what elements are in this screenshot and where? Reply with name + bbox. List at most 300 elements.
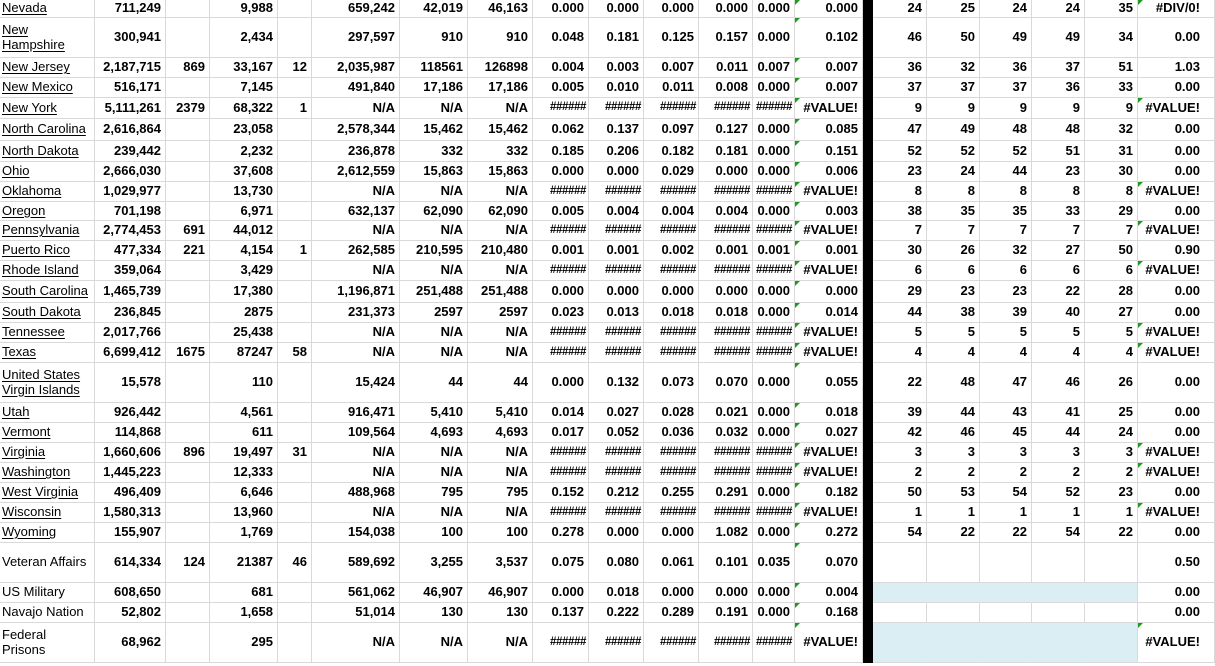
cell[interactable]: [873, 443, 927, 463]
cell[interactable]: [312, 343, 400, 363]
cell[interactable]: [873, 141, 927, 162]
cell[interactable]: [1085, 182, 1138, 202]
cell[interactable]: [312, 182, 400, 202]
cell[interactable]: [699, 443, 753, 463]
cell[interactable]: [795, 303, 863, 323]
freeze-pane-divider[interactable]: [863, 503, 873, 523]
cell[interactable]: [927, 443, 980, 463]
cell[interactable]: [210, 0, 278, 18]
cell[interactable]: [589, 363, 644, 403]
cell[interactable]: [278, 18, 312, 58]
state-cell[interactable]: [0, 162, 95, 182]
cell[interactable]: [927, 18, 980, 58]
cell[interactable]: [1085, 483, 1138, 503]
cell[interactable]: [927, 463, 980, 483]
cell[interactable]: [468, 98, 533, 119]
cell[interactable]: [533, 443, 589, 463]
cell[interactable]: [166, 583, 210, 603]
cell[interactable]: [400, 281, 468, 303]
cell[interactable]: [312, 18, 400, 58]
cell[interactable]: [468, 303, 533, 323]
cell[interactable]: [795, 423, 863, 443]
cell[interactable]: [95, 141, 166, 162]
cell[interactable]: [873, 603, 927, 623]
cell[interactable]: [210, 281, 278, 303]
cell[interactable]: [873, 202, 927, 221]
cell[interactable]: [795, 523, 863, 543]
cell[interactable]: [927, 483, 980, 503]
cell[interactable]: [278, 141, 312, 162]
freeze-pane-divider[interactable]: [863, 58, 873, 78]
cell[interactable]: [533, 281, 589, 303]
freeze-pane-divider[interactable]: [863, 98, 873, 119]
cell[interactable]: [1085, 221, 1138, 241]
cell[interactable]: [873, 543, 927, 583]
cell[interactable]: [753, 363, 795, 403]
freeze-pane-divider[interactable]: [863, 583, 873, 603]
cell[interactable]: [1138, 221, 1215, 241]
cell[interactable]: [753, 182, 795, 202]
cell[interactable]: [210, 162, 278, 182]
cell[interactable]: [95, 281, 166, 303]
cell[interactable]: [312, 483, 400, 503]
cell[interactable]: [278, 261, 312, 281]
cell[interactable]: [166, 221, 210, 241]
cell[interactable]: [533, 119, 589, 141]
cell[interactable]: [95, 119, 166, 141]
cell[interactable]: [1085, 281, 1138, 303]
cell[interactable]: [873, 162, 927, 182]
cell[interactable]: [210, 141, 278, 162]
cell[interactable]: [533, 18, 589, 58]
cell[interactable]: [795, 241, 863, 261]
cell[interactable]: [1032, 202, 1085, 221]
cell[interactable]: [400, 483, 468, 503]
cell[interactable]: [278, 363, 312, 403]
cell[interactable]: [400, 182, 468, 202]
cell[interactable]: [699, 182, 753, 202]
cell[interactable]: [210, 623, 278, 663]
cell[interactable]: [873, 303, 927, 323]
cell[interactable]: [468, 443, 533, 463]
cell[interactable]: [210, 363, 278, 403]
cell[interactable]: [166, 58, 210, 78]
cell[interactable]: [1138, 343, 1215, 363]
cell[interactable]: [278, 423, 312, 443]
cell[interactable]: [980, 162, 1032, 182]
cell[interactable]: [278, 503, 312, 523]
cell[interactable]: [644, 363, 699, 403]
cell[interactable]: [589, 78, 644, 98]
cell[interactable]: [699, 423, 753, 443]
cell[interactable]: [1085, 323, 1138, 343]
cell[interactable]: [753, 303, 795, 323]
cell[interactable]: [1138, 98, 1215, 119]
cell[interactable]: [753, 443, 795, 463]
cell[interactable]: [644, 221, 699, 241]
cell[interactable]: [589, 241, 644, 261]
cell[interactable]: [166, 18, 210, 58]
state-cell[interactable]: [0, 281, 95, 303]
cell[interactable]: [795, 162, 863, 182]
cell[interactable]: [533, 141, 589, 162]
cell[interactable]: [873, 323, 927, 343]
cell[interactable]: [468, 323, 533, 343]
cell[interactable]: [400, 98, 468, 119]
cell[interactable]: [210, 483, 278, 503]
freeze-pane-divider[interactable]: [863, 463, 873, 483]
cell[interactable]: [278, 583, 312, 603]
freeze-pane-divider[interactable]: [863, 241, 873, 261]
cell[interactable]: [400, 323, 468, 343]
cell[interactable]: [753, 403, 795, 423]
cell[interactable]: [312, 303, 400, 323]
cell[interactable]: [1138, 303, 1215, 323]
cell[interactable]: [927, 403, 980, 423]
cell[interactable]: [927, 261, 980, 281]
cell[interactable]: [980, 303, 1032, 323]
cell[interactable]: [753, 623, 795, 663]
cell[interactable]: [210, 119, 278, 141]
freeze-pane-divider[interactable]: [863, 202, 873, 221]
cell[interactable]: [753, 463, 795, 483]
cell[interactable]: [699, 98, 753, 119]
cell[interactable]: [166, 403, 210, 423]
cell[interactable]: [927, 162, 980, 182]
freeze-pane-divider[interactable]: [863, 363, 873, 403]
cell[interactable]: [1138, 503, 1215, 523]
cell[interactable]: [1138, 583, 1215, 603]
cell[interactable]: [166, 0, 210, 18]
cell[interactable]: [873, 343, 927, 363]
cell[interactable]: [533, 182, 589, 202]
cell[interactable]: [644, 18, 699, 58]
cell[interactable]: [644, 98, 699, 119]
cell[interactable]: [95, 202, 166, 221]
cell[interactable]: [980, 503, 1032, 523]
cell[interactable]: [1138, 0, 1215, 18]
cell[interactable]: [1085, 141, 1138, 162]
cell[interactable]: [210, 78, 278, 98]
cell[interactable]: [1085, 623, 1138, 663]
cell[interactable]: [1085, 343, 1138, 363]
cell[interactable]: [644, 623, 699, 663]
cell[interactable]: [927, 603, 980, 623]
cell[interactable]: [699, 503, 753, 523]
cell[interactable]: [312, 261, 400, 281]
cell[interactable]: [468, 202, 533, 221]
cell[interactable]: [873, 423, 927, 443]
cell[interactable]: [644, 543, 699, 583]
cell[interactable]: [312, 583, 400, 603]
freeze-pane-divider[interactable]: [863, 303, 873, 323]
cell[interactable]: [400, 58, 468, 78]
cell[interactable]: [95, 18, 166, 58]
freeze-pane-divider[interactable]: [863, 423, 873, 443]
cell[interactable]: [312, 423, 400, 443]
cell[interactable]: [95, 543, 166, 583]
cell[interactable]: [1032, 261, 1085, 281]
cell[interactable]: [1138, 261, 1215, 281]
cell[interactable]: [980, 603, 1032, 623]
cell[interactable]: [1138, 119, 1215, 141]
cell[interactable]: [95, 0, 166, 18]
cell[interactable]: [927, 119, 980, 141]
cell[interactable]: [533, 603, 589, 623]
freeze-pane-divider[interactable]: [863, 78, 873, 98]
cell[interactable]: [753, 221, 795, 241]
cell[interactable]: [1085, 261, 1138, 281]
cell[interactable]: [278, 241, 312, 261]
cell[interactable]: [1085, 18, 1138, 58]
cell[interactable]: [644, 162, 699, 182]
cell[interactable]: [589, 443, 644, 463]
cell[interactable]: [1085, 503, 1138, 523]
cell[interactable]: [873, 241, 927, 261]
cell[interactable]: [699, 202, 753, 221]
cell[interactable]: [166, 162, 210, 182]
cell[interactable]: [1032, 323, 1085, 343]
cell[interactable]: [980, 202, 1032, 221]
state-cell[interactable]: [0, 58, 95, 78]
cell[interactable]: [95, 221, 166, 241]
cell[interactable]: [980, 363, 1032, 403]
cell[interactable]: [873, 281, 927, 303]
cell[interactable]: [927, 202, 980, 221]
cell[interactable]: [95, 583, 166, 603]
cell[interactable]: [980, 543, 1032, 583]
cell[interactable]: [400, 0, 468, 18]
cell[interactable]: [468, 403, 533, 423]
freeze-pane-divider[interactable]: [863, 182, 873, 202]
cell[interactable]: [873, 483, 927, 503]
cell[interactable]: [1138, 543, 1215, 583]
freeze-pane-divider[interactable]: [863, 261, 873, 281]
cell[interactable]: [589, 221, 644, 241]
cell[interactable]: [533, 78, 589, 98]
cell[interactable]: [468, 261, 533, 281]
cell[interactable]: [166, 202, 210, 221]
cell[interactable]: [166, 523, 210, 543]
cell[interactable]: [312, 623, 400, 663]
cell[interactable]: [980, 241, 1032, 261]
cell[interactable]: [699, 221, 753, 241]
cell[interactable]: [1138, 403, 1215, 423]
cell[interactable]: [312, 281, 400, 303]
freeze-pane-divider[interactable]: [863, 0, 873, 18]
cell[interactable]: [699, 0, 753, 18]
cell[interactable]: [795, 483, 863, 503]
cell[interactable]: [980, 483, 1032, 503]
cell[interactable]: [980, 343, 1032, 363]
cell[interactable]: [166, 98, 210, 119]
freeze-pane-divider[interactable]: [863, 483, 873, 503]
cell[interactable]: [873, 98, 927, 119]
cell[interactable]: [589, 182, 644, 202]
cell[interactable]: [278, 463, 312, 483]
cell[interactable]: [312, 603, 400, 623]
cell[interactable]: [980, 58, 1032, 78]
cell[interactable]: [589, 261, 644, 281]
cell[interactable]: [1085, 463, 1138, 483]
cell[interactable]: [1138, 423, 1215, 443]
cell[interactable]: [1085, 58, 1138, 78]
cell[interactable]: [278, 623, 312, 663]
cell[interactable]: [1032, 18, 1085, 58]
cell[interactable]: [699, 543, 753, 583]
cell[interactable]: [166, 623, 210, 663]
cell[interactable]: [644, 403, 699, 423]
cell[interactable]: [210, 423, 278, 443]
cell[interactable]: [533, 503, 589, 523]
cell[interactable]: [927, 583, 980, 603]
cell[interactable]: [468, 182, 533, 202]
cell[interactable]: [927, 363, 980, 403]
cell[interactable]: [644, 78, 699, 98]
cell[interactable]: [873, 261, 927, 281]
cell[interactable]: [278, 543, 312, 583]
cell[interactable]: [278, 523, 312, 543]
freeze-pane-divider[interactable]: [863, 221, 873, 241]
cell[interactable]: [468, 58, 533, 78]
cell[interactable]: [927, 543, 980, 583]
cell[interactable]: [278, 343, 312, 363]
cell[interactable]: [166, 261, 210, 281]
cell[interactable]: [400, 119, 468, 141]
cell[interactable]: [927, 141, 980, 162]
cell[interactable]: [589, 18, 644, 58]
cell[interactable]: [533, 463, 589, 483]
cell[interactable]: [400, 221, 468, 241]
state-cell[interactable]: [0, 423, 95, 443]
cell[interactable]: [795, 543, 863, 583]
cell[interactable]: [533, 523, 589, 543]
state-cell[interactable]: [0, 182, 95, 202]
cell[interactable]: [278, 162, 312, 182]
cell[interactable]: [753, 119, 795, 141]
cell[interactable]: [980, 141, 1032, 162]
cell[interactable]: [795, 98, 863, 119]
cell[interactable]: [644, 343, 699, 363]
cell[interactable]: [795, 463, 863, 483]
cell[interactable]: [312, 241, 400, 261]
cell[interactable]: [468, 363, 533, 403]
cell[interactable]: [400, 162, 468, 182]
cell[interactable]: [753, 503, 795, 523]
cell[interactable]: [589, 463, 644, 483]
cell[interactable]: [166, 503, 210, 523]
cell[interactable]: [753, 523, 795, 543]
cell[interactable]: [699, 18, 753, 58]
cell[interactable]: [210, 241, 278, 261]
state-cell[interactable]: [0, 221, 95, 241]
cell[interactable]: [533, 162, 589, 182]
cell[interactable]: [873, 363, 927, 403]
cell[interactable]: [980, 323, 1032, 343]
cell[interactable]: [400, 141, 468, 162]
state-cell[interactable]: [0, 119, 95, 141]
cell[interactable]: [210, 503, 278, 523]
cell[interactable]: [1138, 463, 1215, 483]
cell[interactable]: [980, 623, 1032, 663]
freeze-pane-divider[interactable]: [863, 443, 873, 463]
cell[interactable]: [400, 623, 468, 663]
cell[interactable]: [873, 221, 927, 241]
freeze-pane-divider[interactable]: [863, 543, 873, 583]
cell[interactable]: [278, 443, 312, 463]
cell[interactable]: [980, 423, 1032, 443]
state-cell[interactable]: [0, 483, 95, 503]
cell[interactable]: [95, 523, 166, 543]
cell[interactable]: [795, 202, 863, 221]
freeze-pane-divider[interactable]: [863, 18, 873, 58]
cell[interactable]: [753, 18, 795, 58]
cell[interactable]: [644, 463, 699, 483]
cell[interactable]: [468, 141, 533, 162]
cell[interactable]: [1085, 98, 1138, 119]
cell[interactable]: [166, 443, 210, 463]
cell[interactable]: [644, 182, 699, 202]
cell[interactable]: [210, 603, 278, 623]
cell[interactable]: [1032, 119, 1085, 141]
cell[interactable]: [753, 261, 795, 281]
cell[interactable]: [312, 141, 400, 162]
cell[interactable]: [589, 58, 644, 78]
cell[interactable]: [699, 241, 753, 261]
cell[interactable]: [533, 202, 589, 221]
cell[interactable]: [699, 463, 753, 483]
cell[interactable]: [1138, 323, 1215, 343]
cell[interactable]: [1138, 623, 1215, 663]
cell[interactable]: [795, 583, 863, 603]
cell[interactable]: [95, 261, 166, 281]
cell[interactable]: [210, 323, 278, 343]
cell[interactable]: [1032, 463, 1085, 483]
state-cell[interactable]: [0, 18, 95, 58]
cell[interactable]: [699, 261, 753, 281]
cell[interactable]: [95, 623, 166, 663]
cell[interactable]: [468, 78, 533, 98]
state-cell[interactable]: [0, 202, 95, 221]
cell[interactable]: [589, 543, 644, 583]
cell[interactable]: [95, 443, 166, 463]
cell[interactable]: [312, 523, 400, 543]
cell[interactable]: [644, 583, 699, 603]
cell[interactable]: [589, 623, 644, 663]
cell[interactable]: [699, 343, 753, 363]
cell[interactable]: [1085, 523, 1138, 543]
cell[interactable]: [873, 523, 927, 543]
state-cell[interactable]: [0, 583, 95, 603]
cell[interactable]: [533, 58, 589, 78]
cell[interactable]: [927, 623, 980, 663]
cell[interactable]: [795, 603, 863, 623]
cell[interactable]: [1032, 543, 1085, 583]
cell[interactable]: [312, 119, 400, 141]
cell[interactable]: [589, 281, 644, 303]
cell[interactable]: [166, 363, 210, 403]
cell[interactable]: [873, 0, 927, 18]
cell[interactable]: [400, 523, 468, 543]
cell[interactable]: [210, 261, 278, 281]
cell[interactable]: [927, 221, 980, 241]
cell[interactable]: [699, 162, 753, 182]
cell[interactable]: [795, 503, 863, 523]
cell[interactable]: [699, 603, 753, 623]
cell[interactable]: [1138, 241, 1215, 261]
cell[interactable]: [166, 303, 210, 323]
cell[interactable]: [400, 363, 468, 403]
